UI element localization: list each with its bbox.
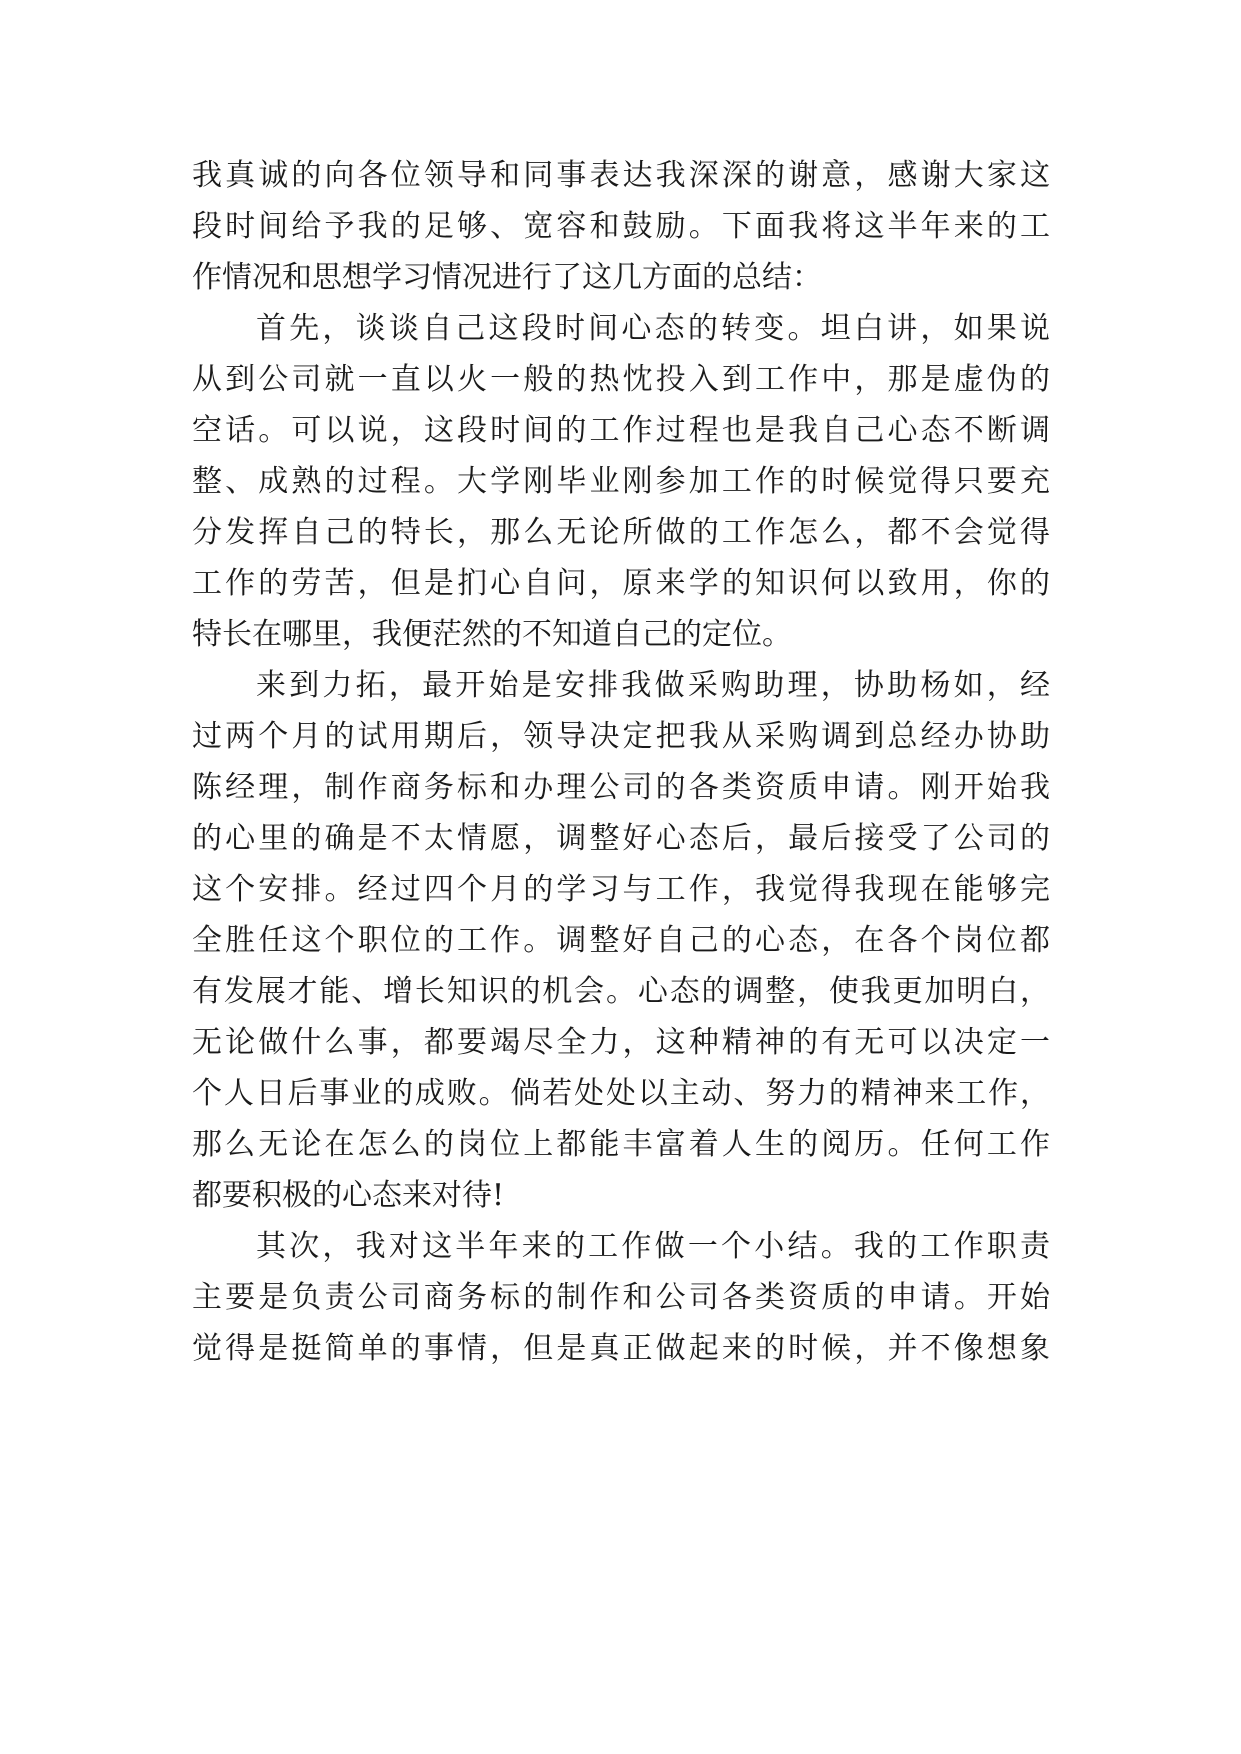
text-line: 分发挥自己的特长，那么无论所做的工作怎么，都不会觉得 bbox=[192, 515, 1050, 550]
text-line: 其次，我对这半年来的工作做一个小结。我的工作职责 bbox=[256, 1229, 1050, 1264]
text-line: 陈经理，制作商务标和办理公司的各类资质申请。刚开始我 bbox=[192, 770, 1050, 805]
text-line: 全胜任这个职位的工作。调整好自己的心态，在各个岗位都 bbox=[192, 923, 1050, 958]
text-line: 空话。可以说，这段时间的工作过程也是我自己心态不断调 bbox=[192, 413, 1050, 448]
text-line: 来到力拓，最开始是安排我做采购助理，协助杨如，经 bbox=[256, 668, 1050, 703]
text-line: 从到公司就一直以火一般的热忱投入到工作中，那是虚伪的 bbox=[192, 362, 1050, 397]
text-line: 有发展才能、增长知识的机会。心态的调整，使我更加明白， bbox=[192, 974, 1050, 1009]
text-line: 这个安排。经过四个月的学习与工作，我觉得我现在能够完 bbox=[192, 872, 1050, 907]
text-line: 的心里的确是不太情愿，调整好心态后，最后接受了公司的 bbox=[192, 821, 1050, 856]
text-line: 特长在哪里，我便茫然的不知道自己的定位。 bbox=[192, 617, 792, 652]
text-line: 过两个月的试用期后，领导决定把我从采购调到总经办协助 bbox=[192, 719, 1050, 754]
text-line: 无论做什么事，都要竭尽全力，这种精神的有无可以决定一 bbox=[192, 1025, 1050, 1060]
text-line: 作情况和思想学习情况进行了这几方面的总结： bbox=[192, 260, 822, 295]
text-line: 那么无论在怎么的岗位上都能丰富着人生的阅历。任何工作 bbox=[192, 1127, 1050, 1162]
text-line: 主要是负责公司商务标的制作和公司各类资质的申请。开始 bbox=[192, 1280, 1050, 1315]
text-line: 我真诚的向各位领导和同事表达我深深的谢意，感谢大家这 bbox=[192, 158, 1050, 193]
text-line: 觉得是挺简单的事情，但是真正做起来的时候，并不像想象 bbox=[192, 1331, 1050, 1366]
document-body bbox=[192, 150, 1050, 1374]
text-line: 个人日后事业的成败。倘若处处以主动、努力的精神来工作， bbox=[192, 1076, 1050, 1111]
text-line: 段时间给予我的足够、宽容和鼓励。下面我将这半年来的工 bbox=[192, 209, 1050, 244]
text-line: 都要积极的心态来对待! bbox=[192, 1178, 505, 1213]
text-line: 工作的劳苦，但是扪心自问，原来学的知识何以致用，你的 bbox=[192, 566, 1050, 601]
text-line: 首先，谈谈自己这段时间心态的转变。坦白讲，如果说 bbox=[256, 311, 1050, 346]
text-line: 整、成熟的过程。大学刚毕业刚参加工作的时候觉得只要充 bbox=[192, 464, 1050, 499]
